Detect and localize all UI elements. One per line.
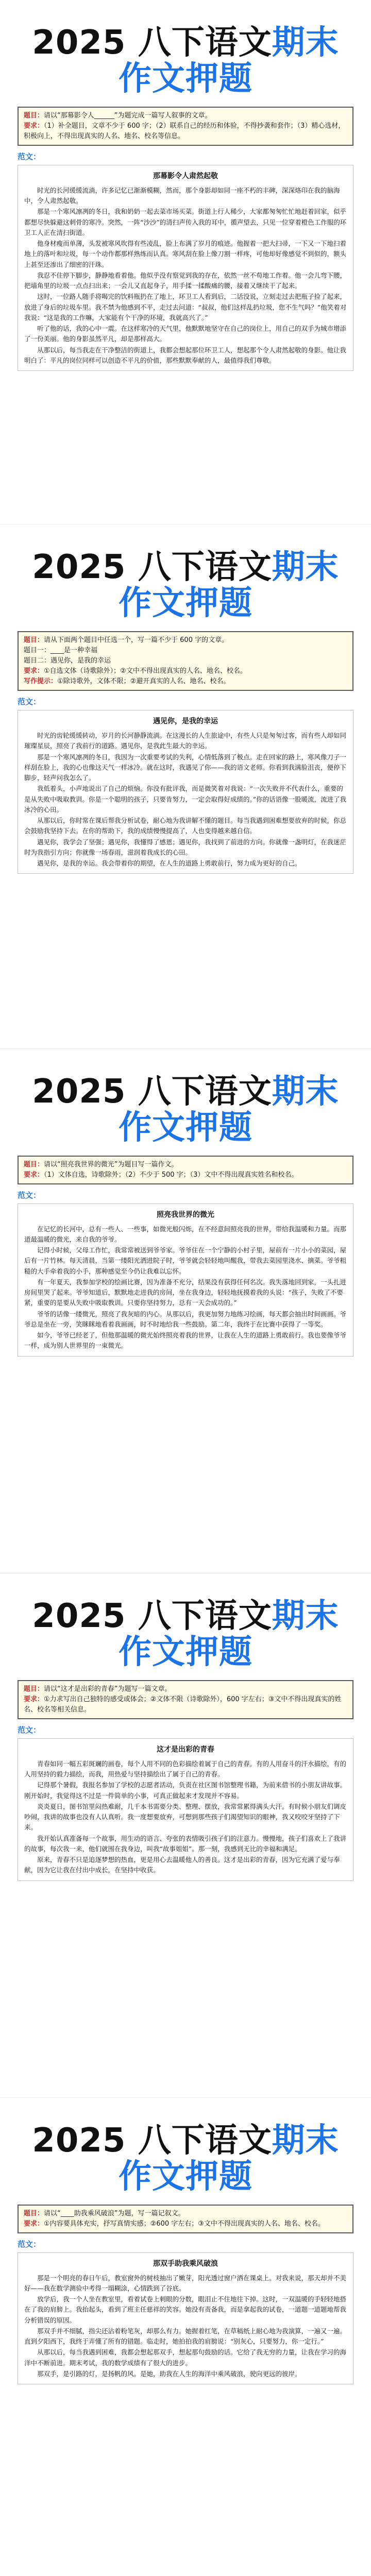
sample-essay (18, 1204, 353, 1357)
page-title (18, 549, 353, 622)
essay-paragraph: 从那以后，每当我走在干净整洁的街道上，我都会想起那位环卫工人，想起那个令人肃然起敬的身影。他让我明白了：平凡的岗位同样可以创造不平凡的价值，那些默默奉献的人，最值得我们尊敬。 (24, 346, 347, 364)
essay-paragraph: 我低着头，小声地说出了自己的烦恼。你没有批评我，而是微笑着对我说：“一次失败并不代表什么，重要的是从失败中吸取教训。你是一个聪明的孩子，只要肯努力，一定会取得好成绩的。”你的话语像一股暖流，流进了我冰冷的心田。 (24, 785, 347, 814)
prompt-question (24, 2209, 347, 2219)
exam-page-3 (0, 1049, 371, 1573)
title-part1: 2025 八下语文 (32, 1597, 272, 1635)
page-title (18, 2123, 353, 2195)
essay-paragraph: 我开始认真准备每一个故事，用生动的语言、夸张的表情吸引孩子们的注意力。慢慢地，孩子们喜欢上了我讲的故事，每次我一来，他们就围在我身边，叫我“故事姐姐”。那一刻，我感到无比的幸福和满足。 (24, 1834, 347, 1853)
requirements-text: ①内容要具体充实，抒写真情实感；②600 字左右；③文中不得出现真实的人名、地名、校名。 (44, 2219, 325, 2228)
prompt-box (18, 107, 353, 146)
question-label: 题目： (24, 2209, 44, 2217)
prompt-requirements (24, 2219, 347, 2229)
essay-title: 照亮我世界的微光 (157, 1211, 214, 1219)
essay-paragraph: 记得小时候，父母工作忙，我常常被送到爷爷家。爷爷住在一个宁静的小村子里，屋前有一片小小的菜园，屋后有一片竹林。每天清晨，当第一缕阳光洒进院子时，爷爷就会轻轻地叫醒我，带我去菜园里浇水、摘菜。爷爷粗糙的大手牵着我的小手，那种感觉至今仍让我难以忘怀。 (24, 1246, 347, 1275)
exam-page-5 (0, 2098, 371, 2576)
sample-essay (18, 2252, 353, 2384)
writing-tips-text: ①除诗歌外，文体不限；②避开真实的人名、地名、校名。 (57, 677, 230, 686)
page-title (18, 25, 353, 97)
essay-paragraph: 听了他的话，我的心中一震。在这样寒冷的天气里，他默默地坚守在自己的岗位上，用自己的双手为城市增添了一份美丽。他的身影虽然平凡，却是那样高大。 (24, 325, 347, 343)
title-part1: 2025 八下语文 (32, 2122, 272, 2160)
prompt-requirements (24, 1694, 347, 1715)
essay-paragraph: 那是一个寒风凛冽的冬日，我因为一次重要考试的失利，心情低落到了极点。走在回家的路上，寒风像刀子一样刮在脸上，我的心也像这天气一样冰冷。就在这时，我遇见了你——我的语文老师。你看到我满脸沮丧，便停下脚步，轻声问我怎么了。 (24, 753, 347, 782)
question-text: 请以“这才是出彩的青春”为题写一篇文章。 (44, 1685, 172, 1693)
question-text: 请从下面两个题目中任选一个，写一篇不少于 600 字的文章。 (44, 636, 229, 644)
essay-paragraph: 时光的齿轮缓缓转动，岁月的长河静静流淌。在这漫长的人生旅途中，有些人只是匆匆过客，而有些人却如同璀璨星辰，照亮了我前行的道路。遇见你，是我此生最大的幸运。 (24, 732, 347, 750)
essay-paragraph: 记得那个暑假，我报名参加了学校的志愿者活动，负责在社区图书馆整理书籍，为前来借书的小朋友讲故事。刚开始时，我觉得这不过是一件简单的小事，可真正做起来才发现并不容易。 (24, 1781, 347, 1800)
prompt-box (18, 1156, 353, 1184)
question-text: 请以“那幕影令人______”为题完成一篇写人叙事的文章。 (44, 111, 212, 120)
sample-essay-label: 范文： (18, 152, 41, 162)
exam-page-1 (0, 0, 371, 524)
requirements-text: ①力求写出自己独特的感受或体会；②文体不限（诗歌除外），600 字左右；③文中不得出现真实的姓名、校名等相关信息。 (24, 1695, 342, 1714)
essay-paragraph: 如今，爷爷已经老了，但他那温暖的微光始终照亮着我的世界，让我在人生的道路上勇敢前行。我也要像爷爷一样，成为别人世界里的一束微光。 (24, 1331, 347, 1350)
essay-paragraph: 炎炎夏日，图书馆里闷热难耐，几千本书需要分类、整理、摆放，我常常累得满头大汗。有时候小朋友们调皮吵闹，我讲的故事也没有人认真听。我一度想要放弃，可想到那些孩子们渴望知识的眼神，我又咬咬牙坚持了下来。 (24, 1802, 347, 1832)
sample-essay (18, 1738, 353, 1880)
essay-paragraph: 那是一个寒风凛冽的冬日，我和奶奶一起去菜市场买菜。街道上行人稀少，大家都匆匆忙忙地赶着回家，似乎都想尽快躲避这刺骨的寒冷。突然，一阵“沙沙”的清扫声传入我的耳中，循声望去，只见一位穿着橙色工作服的环卫工人正在清扫街道。 (24, 208, 347, 236)
prompt-question (24, 1160, 347, 1170)
prompt-question (24, 635, 347, 646)
sample-essay-label: 范文： (18, 697, 41, 707)
prompt-requirements (24, 666, 347, 676)
requirements-label: 要求： (24, 1695, 44, 1703)
essay-paragraph: 那是一个明亮的春日午后，教室窗外的树枝抽出了嫩芽，阳光透过窗户洒在课桌上。对我来说，那天却并不美好——我在数学测验中考得一塌糊涂，心情跌到了谷底。 (24, 2274, 347, 2292)
essay-paragraph: 青春如同一幅五彩斑斓的画卷，每个人用不同的色彩描绘着属于自己的青春。有的人用奋斗的汗水描绘，有的人用坚持的毅力描绘，而我，用热爱与坚持描绘出了属于自己的青春。 (24, 1759, 347, 1778)
requirements-label: 要求： (24, 2219, 44, 2228)
title-part2: 期末作文押题 (119, 1073, 339, 1147)
page-title (18, 1598, 353, 1671)
prompt-requirements (24, 1170, 347, 1180)
essay-paragraph: 遇见你，我学会了坚强；遇见你，我懂得了感恩；遇见你，我找到了前进的方向。你就像一盏明灯，在我迷茫时为我指引方向；你就像一场春雨，滋润着我成长的心田。 (24, 838, 347, 856)
sample-essay-label: 范文： (18, 1725, 41, 1735)
title-part1: 2025 八下语文 (32, 548, 272, 586)
question-label: 题目： (24, 1160, 44, 1168)
essay-paragraph: 从那以后，你时常在课后帮我分析试卷，耐心地为我讲解不懂的题目。每当我遇到困难想要放弃的时候，你总会鼓励我坚持下去。在你的帮助下，我的成绩慢慢提高了，人也变得越来越自信。 (24, 817, 347, 835)
prompt-question (24, 1684, 347, 1694)
essay-paragraph: 原来，青春不只是追逐梦想的热血，更是用心去温暖他人的善良。这才是出彩的青春，因为它充满了爱与奉献，因为它让我在付出中成长，在坚持中收获。 (24, 1856, 340, 1874)
essay-paragraph: 有一年夏天，我参加学校的绘画比赛，因为准备不充分，结果没有获得任何名次。我失落地回到家，一头扎进房间里哭了起来。爷爷知道后，默默地走进我的房间，坐在我身边，轻轻地抚摸着我的头说：“孩子，失败了不要紧，重要的是要从失败中吸取教训。只要你坚持努力，总有一天会成功的。” (24, 1278, 347, 1307)
title-part2: 期末作文押题 (119, 1597, 339, 1672)
essay-paragraph: 在记忆的长河中，总有一些人、一些事，如微光般闪烁，在不经意间照亮我的世界，带给我温暖和力量。而那道最温暖的微光，来自我的爷爷。 (24, 1225, 347, 1243)
essay-paragraph: 他身材瘦而单薄，头发被寒风吹得有些凌乱，脸上布满了岁月的痕迹。他握着一把大扫帚，一下又一下地扫着地上的落叶和垃圾，每一个动作都那样熟练而认真。寒风刮在脸上像刀割一样疼，可他却好像感觉不到似的，额头上甚至还渗出了细密的汗珠。 (24, 240, 347, 268)
question-label: 题目： (24, 636, 44, 644)
page-title (18, 1074, 353, 1146)
essay-paragraph: 那双手，是引路的灯，是扬帆的风。是她，助我在人生的海洋中乘风破浪，驶向更远的彼岸。 (37, 2369, 301, 2378)
title-part2: 期末作文押题 (119, 2122, 339, 2196)
essay-paragraph: 爷爷的话像一缕微光，照亮了我灰暗的内心。从那以后，我更加努力地练习绘画，每天都会抽出时间画画。爷爷总是坐在一旁，笑眯眯地看着我画画，时不时地给我一些鼓励。第二年，我终于在比赛中获得了一等奖。 (24, 1310, 347, 1328)
essay-paragraph: 那双手并不细腻，指尖还沾着粉笔灰，却那么有力。她握着红笔，在草稿纸上耐心地为我演算，一遍又一遍。直到夕阳西下，我终于弄懂了所有的错题。临走时，她拍拍我的肩膀说：“别灰心，只要努力，你一定行。” (24, 2327, 347, 2346)
sample-essay-label: 范文： (18, 1191, 41, 1200)
exam-page-4 (0, 1573, 371, 2098)
essay-title: 这才是出彩的青春 (157, 1745, 214, 1754)
prompt-box (18, 631, 353, 691)
question-text: 请以“照亮我世界的微光”为题目写一篇作文。 (44, 1160, 178, 1168)
requirements-label: 要求： (24, 667, 44, 675)
sample-essay (18, 710, 353, 874)
title-part1: 2025 八下语文 (32, 1073, 272, 1111)
requirements-text: （1）文体自选，诗歌除外；（2）不少于 500 字；（3）文中不得出现真实姓名和校名。 (44, 1171, 298, 1179)
question-label: 题目： (24, 111, 44, 120)
essay-paragraph: 遇见你，是我的幸运。我会带着你的期望，在人生的道路上勇敢前行，努力成为更好的自己。 (37, 859, 301, 868)
sample-essay (18, 165, 353, 371)
title-part1: 2025 八下语文 (32, 24, 272, 62)
requirements-label: 要求： (24, 122, 44, 130)
requirements-text: （1）补全题目，文章不少于 600 字；（2）联系自己的经历和体验，不得抄袭和套作；（3）精心选材，积极向上，不得出现真实的人名、地名、校名等信息。 (24, 122, 345, 141)
essay-paragraph: 时光的长河缓缓流淌，许多记忆已渐渐模糊，然而，那个身影却如同一座不朽的丰碑，深深烙印在我的脑海中，令人肃然起敬。 (24, 186, 340, 205)
title-part2: 期末作文押题 (119, 548, 339, 623)
prompt-writing-tips (24, 676, 347, 687)
requirements-text: ①自选文体（诗歌除外）；②文中不得出现真实的人名、地名、校名。 (44, 667, 247, 675)
title-part2: 期末作文押题 (119, 24, 339, 98)
essay-title: 遇见你，是我的幸运 (153, 717, 218, 726)
question-text: 请以“____助我乘风破浪”为题，写一篇记叙文。 (44, 2209, 185, 2217)
prompt-box (18, 2205, 353, 2233)
prompt-question (24, 111, 347, 121)
sample-essay-label: 范文： (18, 2240, 41, 2249)
prompt-option-1: 题目一：____是一种幸福 (24, 646, 98, 654)
essay-paragraph: 放学后，我一个人坐在教室里，看着试卷上刺眼的分数，眼泪止不住地往下掉。这时，一双温暖的手轻轻地搭在了我的肩膀上。我抬起头，看到了班主任慈祥的笑容。她没有责备我，而是拿起我的试卷，一道题一道题地帮我分析错误的原因。 (24, 2295, 347, 2324)
essay-title: 那双手助我乘风破浪 (153, 2260, 218, 2268)
question-label: 题目： (24, 1685, 44, 1693)
prompt-box (18, 1680, 353, 1719)
exam-page-2 (0, 524, 371, 1049)
essay-title: 那幕影令人肃然起敬 (153, 172, 218, 181)
essay-paragraph: 这时，一位路人随手将喝完的饮料瓶扔在了地上，环卫工人看到后，二话没说，立刻走过去把瓶子捡了起来，放进了身后的垃圾车里。我不禁为他感到不平，走过去问道：“叔叔，他们这样乱扔垃圾，您不生气吗？”他笑着对我说：“这是我的工作嘛，大家能有个干净的环境，我就高兴了。” (24, 293, 347, 321)
requirements-label: 要求： (24, 1171, 44, 1179)
prompt-requirements (24, 121, 347, 142)
essay-paragraph: 我忍不住停下脚步，静静地看着他。他似乎没有察觉到我的存在，依然一丝不苟地工作着。他一会儿弯下腰，把墙角里的垃圾一点点扫出来；一会儿又直起身子，用手揉一揉酸痛的腰，接着又继续干了起来。 (24, 271, 347, 290)
prompt-option-2: 题目二：遇见你，是我的幸运 (24, 657, 111, 665)
essay-paragraph: 从那以后，每当我遇到困难，我都会想起那双手，想起那句鼓励的话。它给了我无穷的力量，让我在学习的海洋中不断前进。期末考试，我的数学成绩有了很大的进步。 (24, 2348, 347, 2367)
writing-tips-label: 写作提示： (24, 677, 58, 686)
